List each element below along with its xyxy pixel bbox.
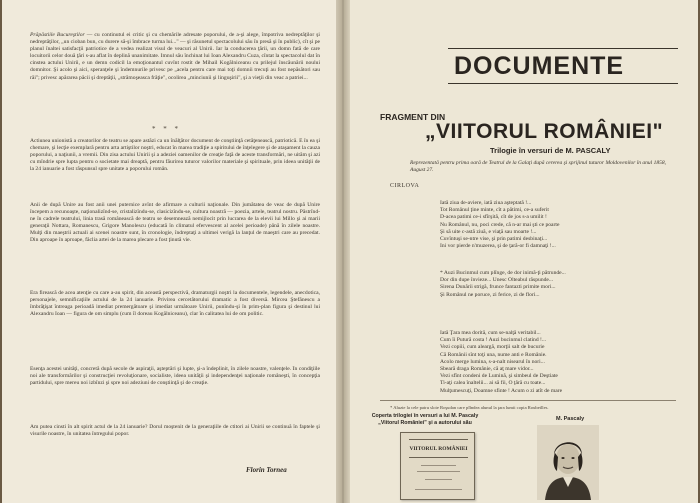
poem-line: Acolo merge lumina, s-a-nalt nisearul în nori... xyxy=(440,358,545,365)
poem-line: Sirena Dunării strigă, frunce fantazti primite mori... xyxy=(440,284,556,291)
paragraph-4: Era firească de acea atenţie cu care a-au spirit, din această perspectivă, dramaturgii noştri la documentele, legendele, anecdotica, personajele, semnificaţiile actului de la 24 ianuarie. Privirea cercetătorului dramatic a fost diversă. Mircea Ştefănescu a îmbrăţişat întreaga perioadă imediat premergătoare şi imediat următoare Unirii, punîndu-şi în prim-plan figura şi destinul lui Alexandru Ioan — figura de om simplu (cum îl doreau Kogălniceanu), clar în calitatea lui de om politic. xyxy=(30,290,320,318)
cover-caption: Coperta trilogiei în versuri a lui M. Pascaly „Viitorul României" şi a autorului său xyxy=(371,413,479,426)
poem-line: * Auzi Bucinmul cum plînge, de dor inimă-ţi pătrunde... xyxy=(440,270,566,276)
paragraph-5: Esenţa acestei unităţi, concretă după secole de aspiraţii, aşteptări şi lupte, şi-a îndeplinit, în zilele noastre, valenţele. În condiţiile noi ale transformărilor şi construcţiei revoluţionare, socialiste, ideea unităţii şi independenţei naţionale româneşti, în concepţia partidului, spre mereu noi izbînzi şi spre noi adeziuni de conştiinţă şi de creaţie. xyxy=(30,366,320,387)
poem-line: Şi Românul ne poruce, zi ferice, zi de flori... xyxy=(440,291,540,298)
book-cover-image xyxy=(400,432,475,500)
poem-line: Nu Românul, nu, poci crede, că n-ar mai şti ce poarte xyxy=(440,221,560,228)
poem-line: Iată Ţara mea dorită, cum se-nalţă veritabil... xyxy=(440,330,541,336)
poem-line: Ti-aţi calea înaltelii... ai să fii, O ţără cu toate... xyxy=(440,380,546,387)
fragment-label: FRAGMENT DIN xyxy=(380,112,446,122)
poem-line: Dor din dupe învieze... Unesc Olteabul răspunde... xyxy=(440,277,554,284)
paragraph-1-lead: Prăpăstiile Bucureştilor xyxy=(30,32,85,38)
cover-text-line xyxy=(415,489,462,490)
paragraph-6: Am putea cinsti în alt spirit actul de la 24 ianuarie? Dorul moştenit de la generaţiile de ctitori ai Unirii se continuă în faptele şi visurile noastre, în unitatea întregului popor. xyxy=(30,424,320,438)
poem-line: Iată ziua de-aviere, iată ziua aşteptată !... xyxy=(440,200,532,206)
poem-line: Cuvîntuşi se-ntre vise, şi prin patimi desbinaţi... xyxy=(440,236,548,243)
author-signature: Florin Tornea xyxy=(246,466,287,474)
work-subtitle: Trilogie în versuri de M. PASCALY xyxy=(490,146,611,155)
cover-title: VIITORUL ROMÂNIEI xyxy=(409,446,468,452)
poem-line: Cum îi Putură costa ! Auzi bucinmul clatind !... xyxy=(440,337,547,344)
poem-line: Mulţumescuţi, Doamne sfinte ! Acum o zi atît de mare xyxy=(440,387,563,394)
poem-line: Tot Românul ţine minte, cît a pătimi, ce-a suferit xyxy=(440,207,549,214)
footnote-rule xyxy=(380,400,676,401)
performance-note: Reprezentată pentru prima oară de Teatrul de la Galaţi după cererea şi sprijinul tuturor Moldovenilor în anul 1858, August 27. xyxy=(410,160,666,173)
poem-line: Sbeară draga Românie, că aţ mare vidor... xyxy=(440,366,534,373)
section-separator: * * * xyxy=(152,125,181,133)
right-page xyxy=(350,0,698,503)
cover-text-line xyxy=(425,479,452,480)
character-label: CIRLOVA xyxy=(390,183,420,189)
cover-rule xyxy=(409,439,468,440)
poem-line: D-acea patimi ce-i sfîrşită, cît de jos s-a umilit ! xyxy=(440,214,547,221)
poem-line: Şi să uite c-astă ziuă, e viaţă sau moarte !... xyxy=(440,228,537,235)
cover-text-line xyxy=(417,471,460,472)
poem-stanza-2 xyxy=(440,270,630,299)
paragraph-2: Actiunea unionistă a creatorilor de teatru se apare astăzi ca un înălţător document de conştiinţă cetăţenească, patriotică. E în ea şi chemare, şi lecţie exemplară pentru arta artiştilor noştri, educat în marea tradiţie a spiritului de înţelegere şi de ataşament la cauza poporului, a naţiunii, a vremii. Din zisa actului Unirii şi a adeziei oamenilor de creaţie faţă de aceste transformări, ne uităm şi azi cu mîndrie spre lupta pentru o societate mai dreaptă, pentru făurirea tuturor valorilor materiale şi spirituale, prin ideea unităţii de la 24 ianuarie a fost răspunsul spre unitate a poporului român. xyxy=(30,138,320,173)
paragraph-1-text: — cu continutul ei critic şi cu chemările adresate poporului, de a-şi alege, împotriva nedreptăţilor şi nedreptăţilor, „un cioban bun, cu durere să-şi îmbrace turma lui..." — şi răsunetul spectacolului său în presă şi în public), cît şi pe planul înaltei satisfacţii patriotice de a vedea realizat visul de veacuri al Unirii. Iar la conducerea ţării, un domn fată de care locuitorii celor două ţări s-au aflat în deplină unanimitate. Imnul său închinat lui Ioan Alexandru Cuza, cîntat la spectacolul dat în cinstea actului Unirii, e un demn codicil la emoţionantul cuvînt rostit de Mihail Kogălniceanu cu prilejul înscăunării noului domnitor. Şi acolo şi aici, speranţele şi îndemnurile privesc pe „acela pentru care mai toţi domnii trecuţi au fost nepăsători sau răi"; privesc apărarea păcii şi dreptăţii, „strămoşeasca frăţie", ocolirea „minciunii şi linguşirii", şi a vieţii din veac a patriei... xyxy=(30,32,320,81)
portrait-caption: M. Pascaly xyxy=(556,416,585,422)
book-gutter xyxy=(336,0,350,503)
footnote: * Aluzie la cele patru sloie Roşudan care plîndea alunul la ţara lumii copia Roubeilles. xyxy=(390,405,549,410)
work-title: „VIITORUL ROMÂNIEI" xyxy=(425,120,664,143)
portrait-illustration xyxy=(537,425,599,500)
left-page xyxy=(2,0,336,503)
poem-line: Vezi copiii, cum aleargă, morţii salt de bucurie xyxy=(440,344,545,351)
section-heading: DOCUMENTE xyxy=(454,52,625,80)
author-portrait xyxy=(537,425,599,500)
poem-stanza-3 xyxy=(440,330,630,395)
paragraph-3: Anii de după Unire au fost anii unei puternice avînt de afirmare a culturii naţionale. Din jumătatea de veac de după Unire începem a recunoaşte, naţionalizînd-se, cristalizîndu-se, clasicizîndu-se, cultura noastră — poezia, artele, teatrul nostru. Păstrînd-ne în cadrele teatrului, linia trasă românească de teatru se desemnează nemijlocit prin lucrarea de la elevii lui Millo şi ai marii generaţii Nottara, Romanescu, Grigore Manolescu (educată în climatul efervescent al acelei perioade) până în zilele noastre. Mulţi din maeştrii actuali ai scenei noastre sunt, în cronologie, îndreptaţi a ultimei verigă la lanţul de maeştri care au precedat. Din aproape în aproape, făclia artei de la marea plecare a fost ţinută vie. xyxy=(30,202,320,244)
poem-stanza-1 xyxy=(440,200,630,250)
cover-rule xyxy=(409,457,468,458)
poem-line: Vezi sfînt condeni de Lumină, şi simbeul de Deştiate xyxy=(440,373,558,380)
paragraph-1 xyxy=(30,32,320,124)
cover-text-line xyxy=(421,465,456,466)
poem-line: Ini vor pierde n'muzerea, şi de ţară-or fi damnaţi !... xyxy=(440,243,556,250)
poem-line: Că Românii sînt toţi una, nume anti e Românie. xyxy=(440,351,547,358)
